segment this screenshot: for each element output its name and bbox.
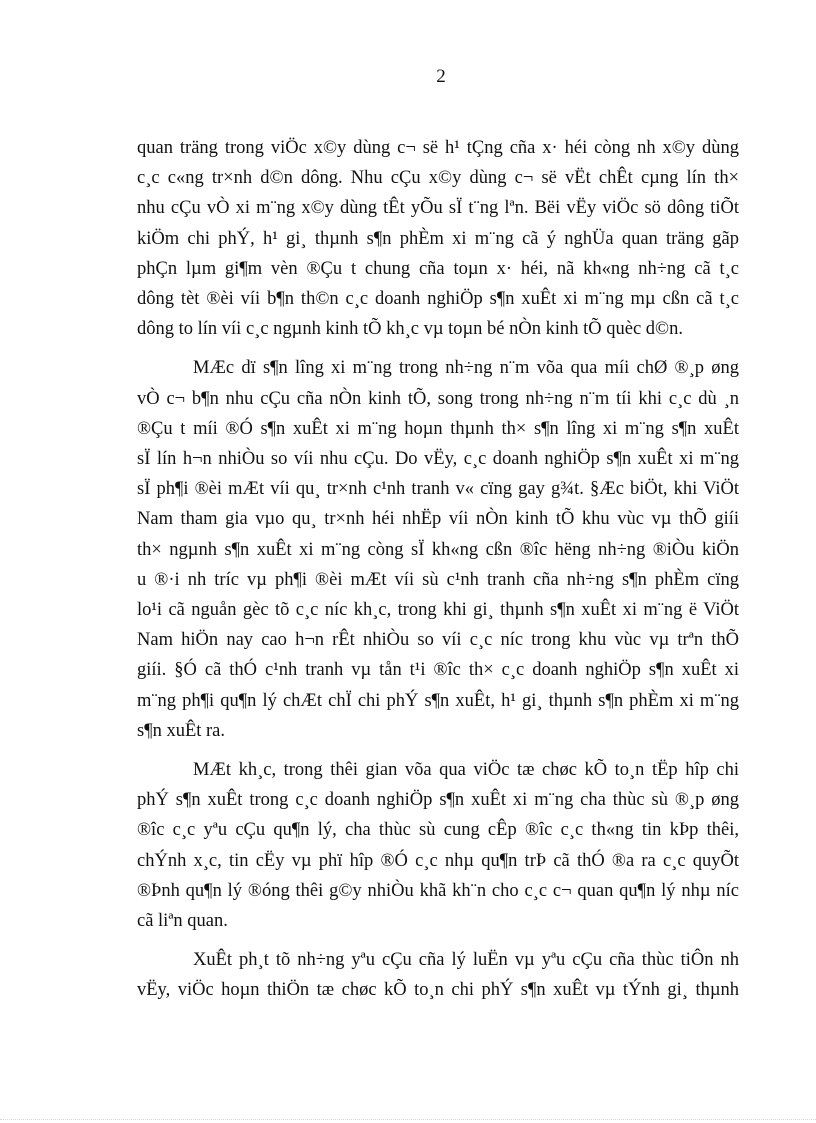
- text-line: s¶n xuÊt ra.: [137, 720, 226, 741]
- text-line: lo¹i cã nguån gèc tõ c¸c níc kh¸c, trong khi gi¸ thµnh s¶n xuÊt xi m¨ng ë ViÖt: [137, 600, 739, 621]
- text-line: MÆt kh¸c, trong thêi gian võa qua viÖc tæ chøc kÕ to¸n tËp hîp chi: [193, 760, 739, 781]
- text-line: chÝnh x¸c, tin cËy vµ phï hîp ®Ó c¸c nhµ qu¶n trÞ cã thÓ ®a ra c¸c quyÕt: [137, 850, 739, 871]
- text-line: giíi. §Ó cã thÓ c¹nh tranh vµ tån t¹i ®îc th× c¸c doanh nghiÖp s¶n xuÊt xi: [137, 660, 739, 681]
- text-line: cã liªn quan.: [137, 911, 228, 932]
- text-line: vÒ c¬ b¶n nhu cÇu cña nÒn kinh tÕ, song trong nh÷ng n¨m tíi khi c¸c dù ¸n: [137, 388, 739, 409]
- text-line: ®Çu t míi ®Ó s¶n xuÊt xi m¨ng hoµn thµnh th× s¶n lîng xi m¨ng s¶n xuÊt: [137, 418, 739, 439]
- text-line: u ®·i nh tríc vµ ph¶i ®èi mÆt víi sù c¹nh tranh cña nh÷ng s¶n phÈm cïng: [137, 569, 739, 590]
- text-line: dông tèt ®èi víi b¶n th©n c¸c doanh nghiÖp s¶n xuÊt xi m¨ng mµ cßn cã t¸c: [137, 289, 739, 310]
- page-bottom-divider: [0, 1119, 816, 1120]
- paragraph-4: [137, 945, 739, 1005]
- text-line: dông to lín víi c¸c ngµnh kinh tÕ kh¸c vµ toµn bé nÒn kinh tÕ quèc d©n.: [137, 319, 683, 340]
- paragraph-1: [137, 133, 739, 344]
- text-line: vËy, viÖc hoµn thiÖn tæ chøc kÕ to¸n chi phÝ s¶n xuÊt vµ tÝnh gi¸ thµnh: [137, 980, 739, 1001]
- text-line: phÇn lµm gi¶m vèn ®Çu t chung cña toµn x· héi, nã kh«ng nh÷ng cã t¸c: [137, 258, 739, 279]
- paragraph-3: [137, 755, 739, 936]
- text-line: sÏ ph¶i ®èi mÆt víi qu¸ tr×nh c¹nh tranh v« cïng gay g¾t. §Æc biÖt, khi ViÖt: [137, 479, 739, 500]
- text-line: nhu cÇu vÒ xi m¨ng x©y dùng tÊt yÕu sÏ t¨ng lªn. Bëi vËy viÖc sö dông tiÕt: [137, 198, 739, 219]
- text-line: quan träng trong viÖc x©y dùng c¬ së h¹ tÇng cña x· héi còng nh x©y dùng: [137, 138, 739, 158]
- text-line: m¨ng ph¶i qu¶n lý chÆt chÏ chi phÝ s¶n xuÊt, h¹ gi¸ thµnh s¶n phÈm xi m¨ng: [137, 690, 739, 711]
- text-line: XuÊt ph¸t tõ nh÷ng yªu cÇu cña lý luËn vµ yªu cÇu cña thùc tiÔn nh: [193, 950, 739, 971]
- text-line: c¸c c«ng tr×nh d©n dông. Nhu cÇu x©y dùng c¬ së vËt chÊt cµng lín th×: [137, 168, 739, 189]
- text-line: ®îc c¸c yªu cÇu qu¶n lý, cha thùc sù cung cÊp ®îc c¸c th«ng tin kÞp thêi,: [137, 820, 739, 841]
- text-line: Nam hiÖn nay cao h¬n rÊt nhiÒu so víi c¸c níc trong khu vùc vµ trªn thÕ: [137, 630, 739, 651]
- text-line: sÏ lín h¬n nhiÒu so víi nhu cÇu. Do vËy, c¸c doanh nghiÖp s¶n xuÊt xi m¨ng: [137, 449, 739, 470]
- text-line: kiÖm chi phÝ, h¹ gi¸ thµnh s¶n phÈm xi m¨ng cã ý nghÜa quan träng gãp: [137, 228, 739, 249]
- page-number: 2: [436, 66, 446, 87]
- text-line: Nam tham gia vµo qu¸ tr×nh héi nhËp víi nÒn kinh tÕ khu vùc vµ thÕ giíi: [137, 509, 739, 530]
- text-line: th× ngµnh s¶n xuÊt xi m¨ng còng sÏ kh«ng cßn ®îc hëng nh÷ng ®iÒu kiÖn: [137, 539, 739, 560]
- text-line: MÆc dï s¶n lîng xi m¨ng trong nh÷ng n¨m võa qua míi chØ ®¸p øng: [193, 358, 739, 379]
- text-line: ®Þnh qu¶n lý ®óng thêi g©y nhiÒu khã kh¨n cho c¸c c¬ quan qu¶n lý nhµ níc: [137, 880, 739, 901]
- body-text: [137, 133, 739, 1015]
- paragraph-2: [137, 353, 739, 746]
- text-line: phÝ s¶n xuÊt trong c¸c doanh nghiÖp s¶n xuÊt xi m¨ng cha thùc sù ®¸p øng: [137, 790, 739, 811]
